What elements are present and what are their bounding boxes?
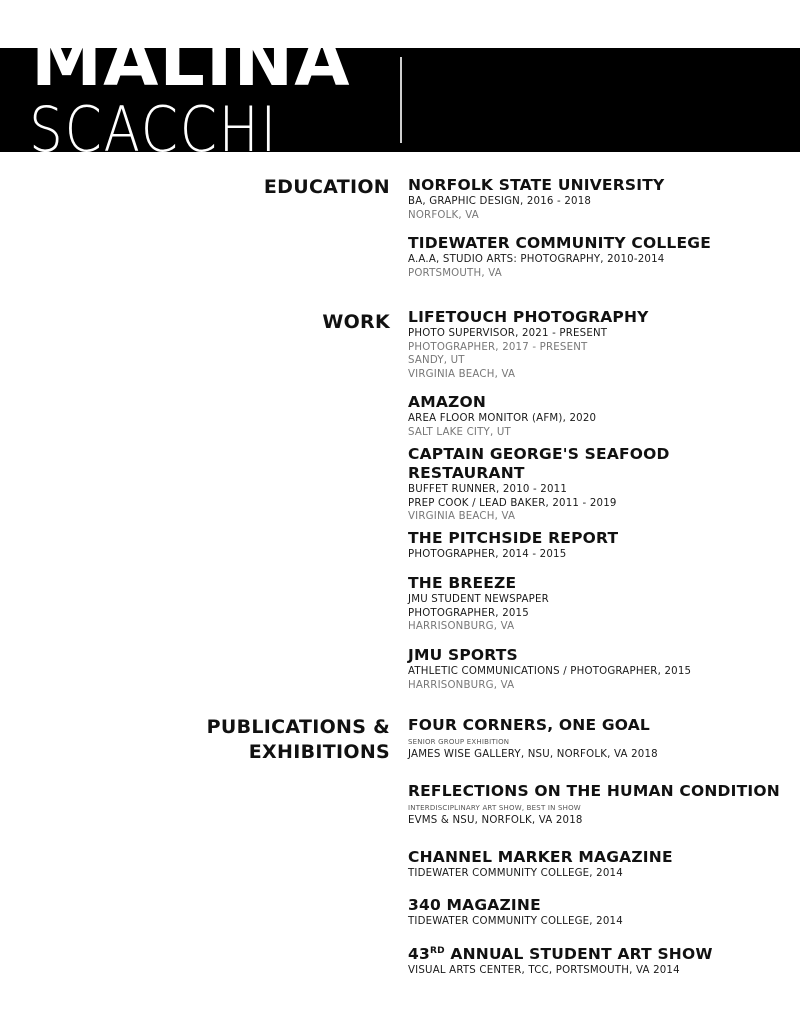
entry-location: SALT LAKE CITY, UT: [408, 426, 511, 438]
work-entry: [408, 574, 788, 634]
entry-location: HARRISONBURG, VA: [408, 621, 515, 632]
entry-title: LIFETOUCH PHOTOGRAPHY: [408, 308, 649, 326]
entry-line: PHOTO SUPERVISOR, 2021 - PRESENT: [408, 328, 608, 339]
entry-title-continued: RESTAURANT: [408, 464, 525, 482]
entry-title: CAPTAIN GEORGE'S SEAFOOD: [408, 445, 670, 463]
entry-title: THE PITCHSIDE REPORT: [408, 529, 619, 547]
entry-title: THE BREEZE: [408, 574, 517, 592]
entry-title: TIDEWATER COMMUNITY COLLEGE: [408, 234, 712, 252]
entry-line: TIDEWATER COMMUNITY COLLEGE, 2014: [408, 916, 623, 927]
publication-entry: [408, 942, 788, 978]
entry-title: 340 MAGAZINE: [408, 896, 541, 914]
work-entry: [408, 445, 788, 524]
publication-entry: [408, 848, 788, 881]
entry-line: JMU STUDENT NEWSPAPER: [408, 594, 549, 605]
entry-line: ATHLETIC COMMUNICATIONS / PHOTOGRAPHER, 2015: [408, 666, 692, 677]
work-entry: [408, 308, 788, 381]
entry-location: VIRGINIA BEACH, VA: [408, 511, 516, 522]
education-entry: [408, 234, 788, 280]
first-name: MALINA: [31, 20, 351, 102]
entry-title: CHANNEL MARKER MAGAZINE: [408, 848, 673, 866]
publication-entry: [408, 896, 788, 929]
entry-title: FOUR CORNERS, ONE GOAL: [408, 716, 651, 734]
entry-line: BUFFET RUNNER, 2010 - 2011: [408, 484, 568, 495]
header-divider: [400, 57, 402, 143]
work-entry: [408, 529, 788, 562]
entry-title: 43RD ANNUAL STUDENT ART SHOW: [408, 945, 713, 963]
section-label-work: WORK: [322, 311, 390, 333]
entry-location: SANDY, UT: [408, 355, 465, 366]
entry-title: JMU SPORTS: [408, 646, 518, 664]
last-name: SCACCHI: [29, 93, 278, 166]
entry-location: PORTSMOUTH, VA: [408, 267, 502, 279]
entry-line: AREA FLOOR MONITOR (AFM), 2020: [408, 413, 597, 424]
education-entry: [408, 176, 788, 222]
entry-line: PREP COOK / LEAD BAKER, 2011 - 2019: [408, 497, 617, 509]
entry-line: VISUAL ARTS CENTER, TCC, PORTSMOUTH, VA 2014: [408, 965, 680, 976]
section-label-exhibitions: EXHIBITIONS: [248, 741, 390, 763]
entry-title: NORFOLK STATE UNIVERSITY: [408, 176, 665, 194]
entry-subtitle: SENIOR GROUP EXHIBITION: [408, 738, 510, 746]
entry-line: BA, GRAPHIC DESIGN, 2016 - 2018: [408, 196, 592, 207]
entry-title: AMAZON: [408, 393, 487, 411]
entry-subtitle: INTERDISCIPLINARY ART SHOW, BEST IN SHOW: [408, 804, 581, 812]
section-label-education: EDUCATION: [263, 176, 390, 198]
publication-entry: [408, 716, 788, 762]
entry-line: PHOTOGRAPHER, 2014 - 2015: [408, 549, 567, 560]
entry-location: VIRGINIA BEACH, VA: [408, 368, 516, 380]
entry-line: PHOTOGRAPHER, 2017 - PRESENT: [408, 341, 588, 353]
entry-line: TIDEWATER COMMUNITY COLLEGE, 2014: [408, 868, 623, 879]
entry-title: REFLECTIONS ON THE HUMAN CONDITION: [408, 782, 780, 800]
entry-line: JAMES WISE GALLERY, NSU, NORFOLK, VA 2018: [408, 749, 658, 760]
entry-location: NORFOLK, VA: [408, 209, 479, 221]
publication-entry: [408, 782, 788, 828]
section-label-publications: PUBLICATIONS &: [206, 716, 390, 738]
work-entry: [408, 646, 788, 692]
entry-line: A.A.A, STUDIO ARTS: PHOTOGRAPHY, 2010-2014: [408, 254, 665, 265]
entry-line: EVMS & NSU, NORFOLK, VA 2018: [408, 815, 583, 826]
work-entry: [408, 393, 788, 439]
entry-line: PHOTOGRAPHER, 2015: [408, 607, 529, 619]
entry-location: HARRISONBURG, VA: [408, 679, 515, 691]
